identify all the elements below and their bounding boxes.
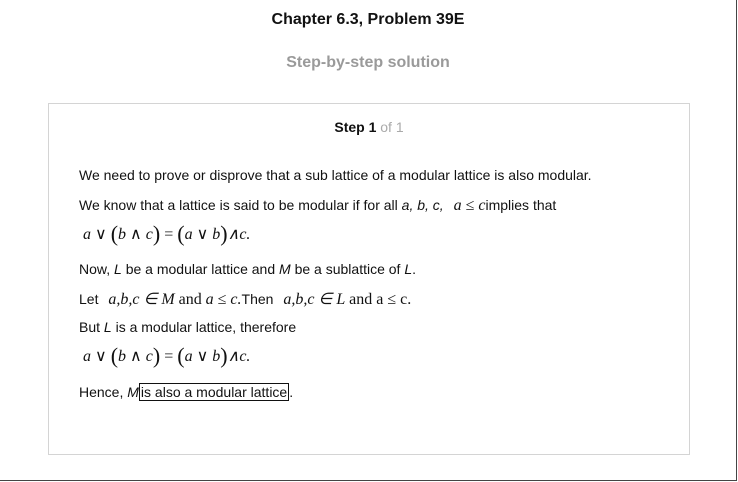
eq-var-b: b <box>212 348 221 365</box>
eq-var-c: c <box>145 226 153 243</box>
conclusion-period: . <box>289 384 294 400</box>
line6-text: But <box>79 319 104 335</box>
eq-var-b: b <box>118 348 127 365</box>
chapter-title: Chapter 6.3, Problem 39E <box>271 11 465 28</box>
eq-var-b: b <box>118 226 127 243</box>
eq-join: ∨ <box>95 226 107 243</box>
eq-meet: ∧ <box>130 348 142 365</box>
eq-var-a: a <box>83 348 91 365</box>
solution-line-2 <box>79 197 556 215</box>
line5-math-in-M: a,b,c ∈ M <box>108 291 175 308</box>
eq-paren: ( <box>177 221 185 246</box>
step-card <box>48 103 690 455</box>
eq-join: ∨ <box>196 226 209 243</box>
solution-line-1: We need to prove or disprove that a sub lattice of a modular lattice is also modular. <box>79 167 592 183</box>
line2-implies: implies that <box>485 197 557 213</box>
line4-text: Now, <box>79 261 115 277</box>
eq-paren: ) <box>152 343 161 368</box>
boxed-answer: is also a modular lattice <box>140 384 288 400</box>
conclusion-var-M: M <box>127 384 139 400</box>
line4-text: . <box>412 261 417 277</box>
eq-meet: ∧ <box>130 226 142 243</box>
eq-var-a: a <box>184 226 193 243</box>
eq-var-a: a <box>83 226 91 243</box>
eq-var-a: a <box>184 348 193 365</box>
eq-var-b: b <box>212 226 221 243</box>
eq-paren: ( <box>177 343 185 368</box>
solution-conclusion <box>79 384 293 400</box>
line5-and-leq: and a ≤ c. <box>349 291 412 308</box>
solution-subtitle: Step-by-step solution <box>286 54 450 71</box>
line5-then: Then <box>241 291 274 307</box>
solution-line-6 <box>79 319 296 335</box>
conclusion-text: Hence, <box>79 384 128 400</box>
line4-text: be a modular lattice and <box>121 261 280 277</box>
solution-line-4 <box>79 261 416 277</box>
eq-tail: ∧c. <box>227 226 251 243</box>
line5-math-in-L: a,b,c ∈ L <box>283 291 346 308</box>
line2-variables: a, b, c, <box>401 197 444 213</box>
line5-math-leq: a ≤ c. <box>205 291 242 308</box>
modular-equation-1 <box>83 221 250 247</box>
line2-math: a ≤ c <box>453 197 486 214</box>
line6-text: is a modular lattice, therefore <box>111 319 297 335</box>
line2-text: We know that a lattice is said to be modular if for all <box>79 197 402 213</box>
eq-var-c: c <box>145 348 153 365</box>
step-count: of 1 <box>380 119 404 135</box>
eq-paren: ) <box>152 221 161 246</box>
line4-var-M: M <box>279 261 291 277</box>
line4-var-L: L <box>114 261 122 277</box>
line5-let: Let <box>79 291 99 307</box>
eq-join: ∨ <box>95 348 107 365</box>
line4-text: be a sublattice of <box>290 261 405 277</box>
eq-equals: = <box>164 348 174 365</box>
modular-equation-2 <box>83 343 250 369</box>
eq-paren: ( <box>110 221 119 246</box>
eq-paren: ) <box>220 343 228 368</box>
eq-join: ∨ <box>196 348 209 365</box>
solution-line-5 <box>79 289 411 309</box>
eq-paren: ) <box>220 221 228 246</box>
eq-paren: ( <box>110 343 119 368</box>
line5-and: and <box>178 291 202 308</box>
step-header <box>49 119 689 135</box>
eq-tail: ∧c. <box>227 348 251 365</box>
line4-var-L: L <box>404 261 413 277</box>
step-label: Step 1 <box>334 119 377 135</box>
eq-equals: = <box>164 226 174 243</box>
line6-var-L: L <box>103 319 112 335</box>
